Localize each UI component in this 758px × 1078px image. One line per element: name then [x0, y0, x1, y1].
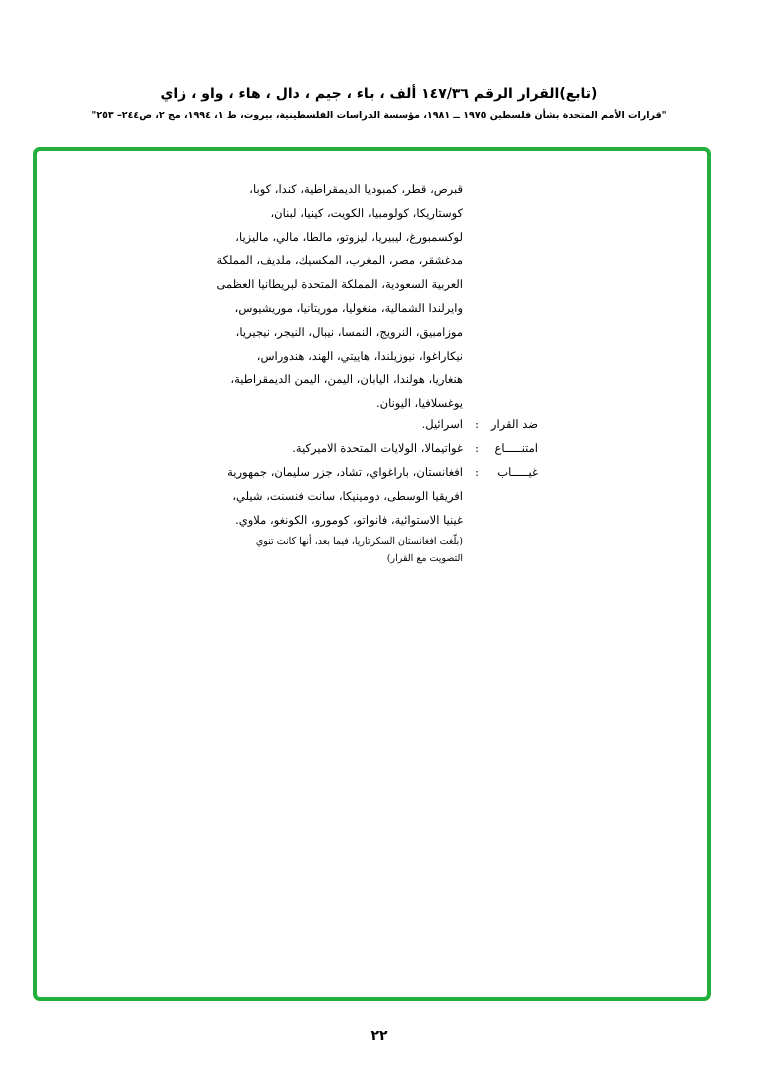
- in-favour-line: مدغشقر، مصر، المغرب، المكسيك، ملديف، المملكة: [216, 253, 463, 268]
- in-favour-line: وايرلندا الشمالية، منغوليا، موريتانيا، موريشيوس،: [234, 300, 463, 315]
- abstaining-label: امتنـــــاع: [494, 441, 538, 455]
- in-favour-list: [208, 178, 463, 416]
- page-header-source: "قرارات الأمم المتحدة بشأن فلسطين ١٩٧٥ ــ ١٩٨١، مؤسسة الدراسات الفلسطينية، بيروت، ط ١، ١٩٩٤، مج ٢، ص٢٤٤– ٢٥٣": [91, 110, 667, 121]
- absent-line: افغانستان، باراغواي، تشاد، جزر سليمان، جمهورية: [227, 465, 463, 479]
- in-favour-line: نيكاراغوا، نيوزيلندا، هاييتي، الهند، هندوراس،: [256, 348, 463, 363]
- absent-colon: :: [475, 465, 479, 479]
- absent-note: [208, 533, 463, 567]
- abstaining-value: غواتيمالا، الولايات المتحدة الاميركية.: [292, 441, 463, 455]
- page-header-title: (تابع)القرار الرقم ١٤٧/٣٦ ألف ، باء ، جيم ، دال ، هاء ، واو ، زاي: [160, 86, 598, 102]
- against-value: اسرائيل.: [421, 417, 463, 431]
- in-favour-line: العربية السعودية، المملكة المتحدة لبريطانيا العظمى: [216, 277, 463, 292]
- absent-label: غيـــــاب: [497, 465, 538, 479]
- in-favour-line: قبرص، قطر، كمبوديا الديمقراطية، كندا، كوبا،: [249, 182, 463, 196]
- against-label: ضد القرار: [490, 417, 538, 431]
- in-favour-line: هنغاريا، هولندا، اليابان، اليمن، اليمن الديمقراطية،: [230, 372, 463, 387]
- against-colon: :: [475, 417, 479, 431]
- page-number: ٢٢: [370, 1028, 388, 1044]
- absent-line: غينيا الاستوائية، فانواتو، كومورو، الكونغو، ملاوي.: [235, 513, 463, 527]
- absent-line: افريقيا الوسطى، دومينيكا، سانت فنسنت، شيلي،: [232, 489, 463, 503]
- note-line: (بلّغت افغانستان السكرتاريا، فيما بعد، أنها كانت تنوي: [255, 536, 463, 547]
- in-favour-line: لوكسمبورغ، ليبيريا، ليزوتو، مالطا، مالي، ماليزيا،: [235, 229, 463, 244]
- in-favour-line: يوغسلافيا، اليونان.: [375, 396, 463, 411]
- in-favour-line: موزامبيق، النرويج، النمسا، نيبال، النيجر، نيجيريا،: [235, 324, 463, 339]
- note-line: التصويت مع القرار): [386, 553, 463, 564]
- abstaining-colon: :: [475, 441, 479, 455]
- in-favour-line: كوستاريكا، كولومبيا، الكويت، كينيا، لبنان،: [270, 205, 463, 220]
